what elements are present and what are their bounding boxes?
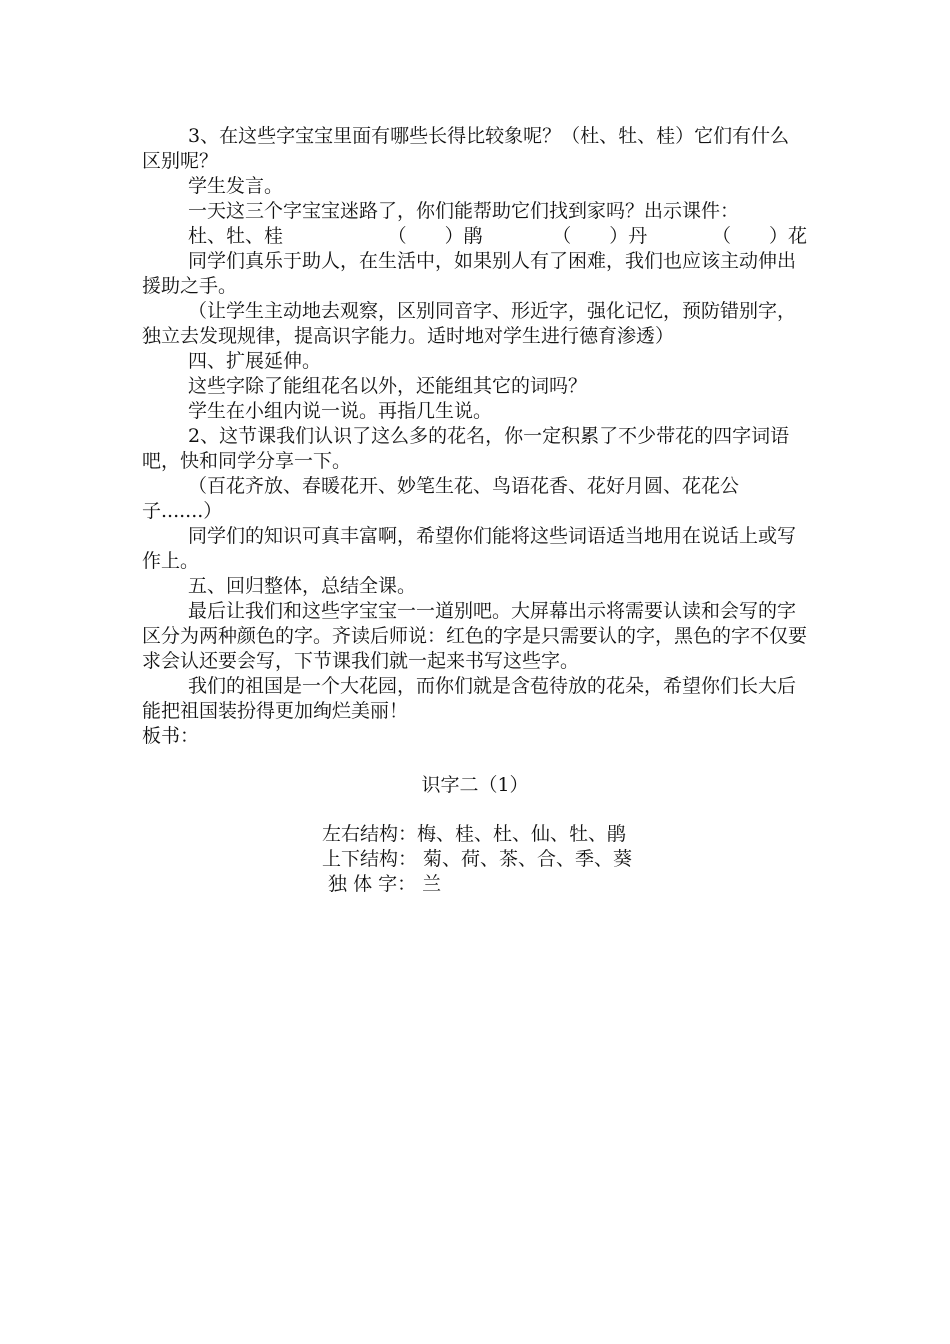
paragraph-group-talk: 学生在小组内说一说。再指几生说。 bbox=[188, 400, 493, 422]
board-row-left-right: 左右结构：梅、桂、杜、仙、牡、鹃 bbox=[322, 823, 627, 845]
paragraph-idiom-list: （百花齐放、春暖花开、妙笔生花、鸟语花香、花好月圆、花花公子.......） bbox=[142, 475, 740, 522]
lesson-text bbox=[142, 124, 807, 749]
section-heading-extend: 四、扩展延伸。 bbox=[188, 350, 322, 372]
board-row-top-bottom: 上下结构： 菊、荷、茶、合、季、葵 bbox=[322, 848, 633, 870]
fill-blank-1: （ ）鹃 bbox=[387, 225, 483, 247]
paragraph-closing: 我们的祖国是一个大花园，而你们就是含苞待放的花朵，希望你们长大后能把祖国装扮得更加绚烂美丽！ bbox=[142, 675, 797, 722]
fill-in-row bbox=[142, 224, 807, 249]
paragraph-lost-characters: 一天这三个字宝宝迷路了，你们能帮助它们找到家吗？出示课件： bbox=[188, 200, 740, 222]
paragraph-four-char-words: 2、这节课我们认识了这么多的花名，你一定积累了不少带花的四字词语吧，快和同学分享一下。 bbox=[142, 425, 790, 472]
paragraph-praise: 同学们的知识可真丰富啊，希望你们能将这些词语适当地用在说话上或写作上。 bbox=[142, 525, 797, 572]
board-label: 板书： bbox=[142, 725, 200, 747]
board-title: 识字二（1） bbox=[421, 774, 529, 796]
section-heading-summary: 五、回归整体，总结全课。 bbox=[188, 575, 417, 597]
fill-words: 杜、牡、桂 bbox=[188, 225, 284, 247]
board-row-single: 独 体 字： 兰 bbox=[322, 873, 442, 895]
paragraph-students-speak: 学生发言。 bbox=[188, 175, 284, 197]
paragraph-farewell: 最后让我们和这些字宝宝一一道别吧。大屏幕出示将需要认读和会写的字区分为两种颜色的字。齐读后师说：红色的字是只需要认的字，黑色的字不仅要求会认还要会写，下节课我们就一起来书写这些字。 bbox=[142, 600, 808, 672]
paragraph-design-note: （让学生主动地去观察，区别同音字、形近字，强化记忆，预防错别字，独立去发现规律，提高识字能力。适时地对学生进行德育渗透） bbox=[142, 300, 797, 347]
paragraph-other-words: 这些字除了能组花名以外，还能组其它的词吗？ bbox=[188, 375, 588, 397]
paragraph-question: 3、在这些字宝宝里面有哪些长得比较象呢？（杜、牡、桂）它们有什么区别呢？ bbox=[142, 125, 790, 172]
paragraph-helping: 同学们真乐于助人，在生活中，如果别人有了困难，我们也应该主动伸出援助之手。 bbox=[142, 250, 797, 297]
fill-blank-2: （ ）丹 bbox=[552, 225, 648, 247]
board-content bbox=[322, 822, 632, 897]
fill-blank-3: （ ）花 bbox=[711, 225, 807, 247]
